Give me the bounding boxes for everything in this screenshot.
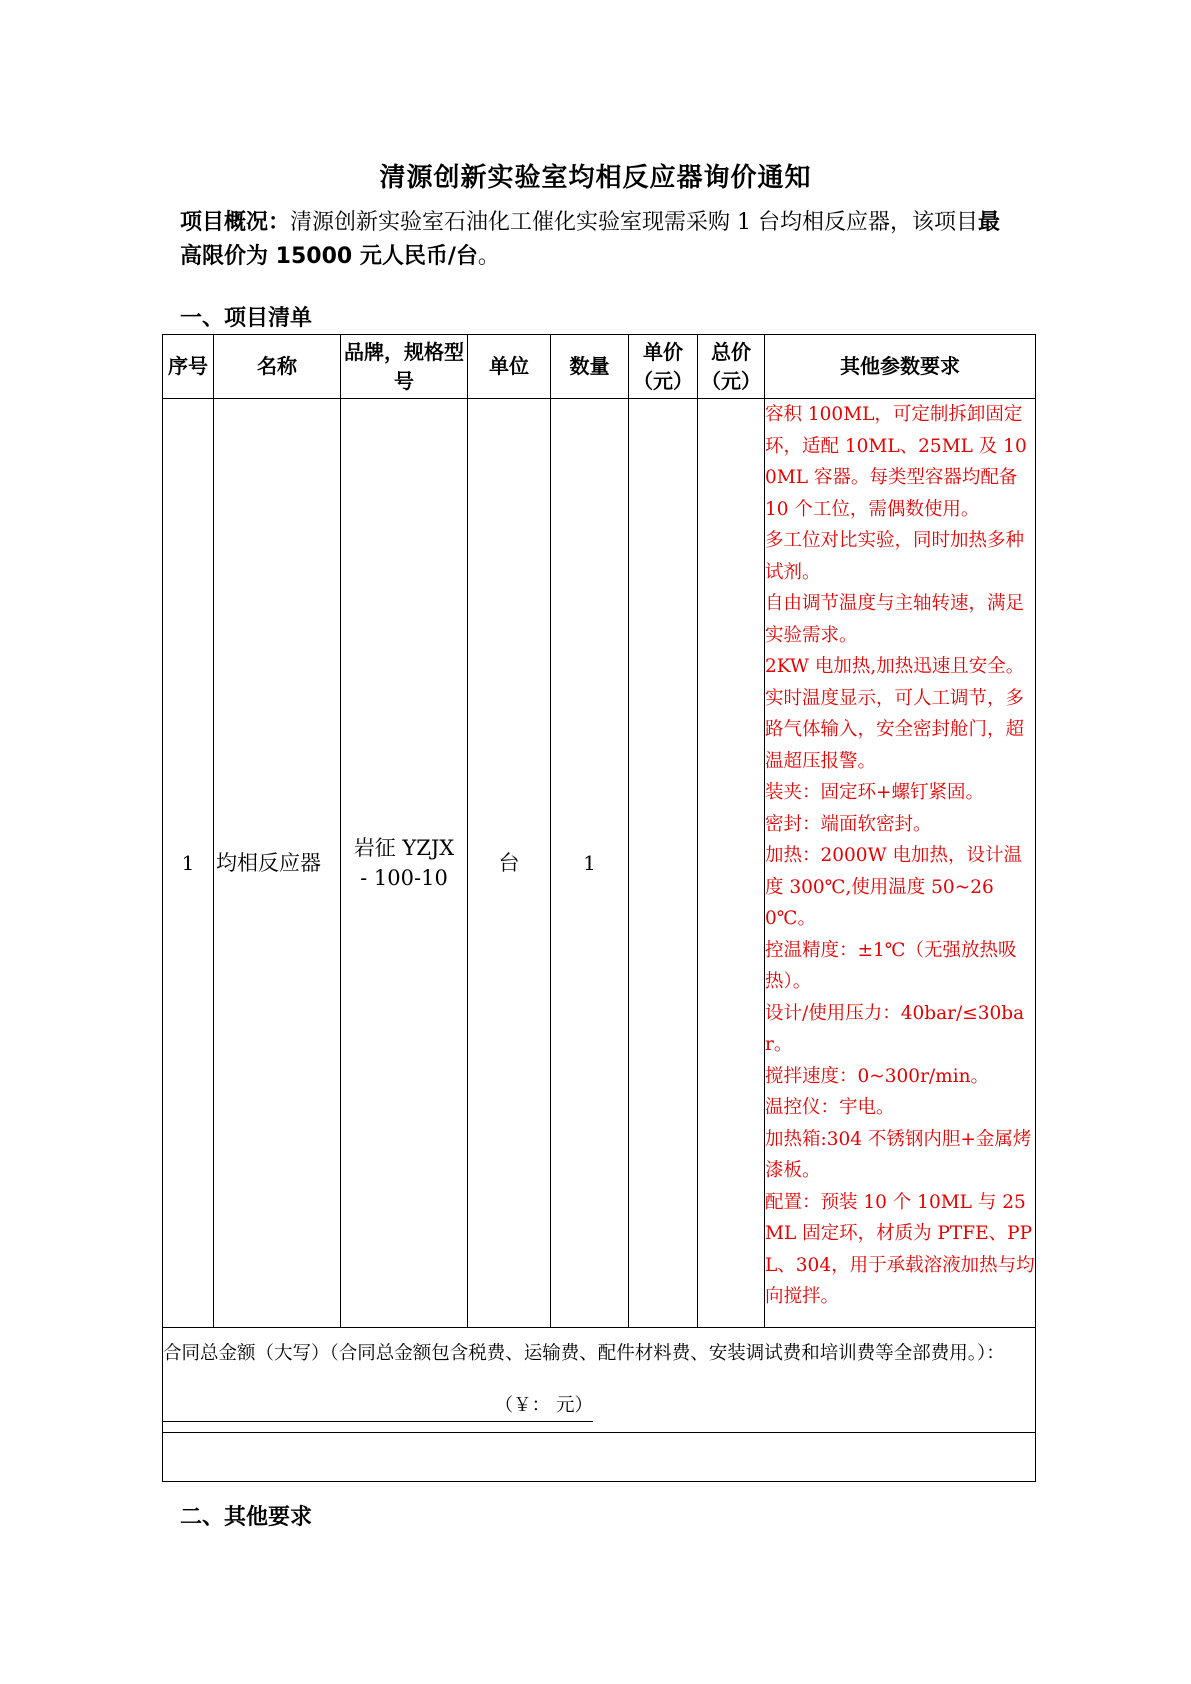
param-item: 2KW 电加热,加热迅速且安全。 — [765, 656, 1025, 677]
empty-cell — [163, 1433, 1036, 1482]
cell-brand-model: 岩征 YZJX - 100-10 — [341, 399, 468, 1328]
cell-unit: 台 — [468, 399, 551, 1328]
param-item: 多工位对比实验，同时加热多种试剂。 — [765, 530, 1025, 583]
param-item: 加热：2000W 电加热，设计温度 300℃,使用温度 50~260℃。 — [765, 845, 1022, 929]
param-item: 密封：端面软密封。 — [765, 813, 932, 835]
empty-row — [163, 1433, 1036, 1482]
cell-other-params — [765, 399, 1036, 1328]
param-item: 搅拌速度：0~300r/min。 — [765, 1065, 990, 1087]
param-item: 配置：预装 10 个 10ML 与 25ML 固定环，材质为 PTFE、PPL、304，用于承载溶液加热与均向搅拌。 — [765, 1191, 1035, 1307]
param-item: 自由调节温度与主轴转速，满足实验需求。 — [765, 593, 1025, 646]
header-quantity: 数量 — [551, 335, 629, 399]
cell-quantity: 1 — [551, 399, 629, 1328]
section-heading-other-requirements: 二、其他要求 — [180, 1505, 313, 1530]
param-item: 装夹：固定环+螺钉紧固。 — [765, 782, 985, 803]
total-amount-row — [163, 1328, 1036, 1433]
section-heading-item-list: 一、项目清单 — [180, 306, 313, 331]
table-header-row — [163, 335, 1036, 399]
document-title: 清源创新实验室均相反应器询价通知 — [379, 163, 812, 193]
header-unit: 单位 — [468, 335, 551, 399]
overview-price-limit: 最高限价为 15000 元人民币/台 — [180, 210, 1001, 269]
header-index: 序号 — [163, 335, 214, 399]
item-list-table — [162, 334, 1036, 1482]
table-row — [163, 399, 1036, 1328]
overview-label: 项目概况： — [180, 210, 291, 235]
header-total-price: 总价（元） — [698, 335, 765, 399]
overview-text: 清源创新实验室石油化工催化实验室现需采购 1 台均相反应器，该项目 — [290, 210, 979, 235]
overview-end: 。 — [477, 244, 500, 269]
header-other-params: 其他参数要求 — [765, 335, 1036, 399]
cell-unit-price[interactable] — [629, 399, 698, 1328]
header-unit-price: 单价（元） — [629, 335, 698, 399]
project-overview — [180, 206, 1020, 274]
total-amount-label: 合同总金额（大写）（合同总金额包含税费、运输费、配件材料费、安装调试费和培训费等全部费用。）： — [163, 1343, 1005, 1364]
cell-name: 均相反应器 — [214, 399, 341, 1328]
param-item: 实时温度显示，可人工调节，多路气体输入，安全密封舱门，超温超压报警。 — [765, 687, 1025, 772]
param-item: 温控仪：宇电。 — [765, 1097, 895, 1118]
param-item: 容积 100ML，可定制拆卸固定环，适配 10ML、25ML 及 100ML 容器。每类型容器均配备 10 个工位，需偶数使用。 — [765, 404, 1027, 520]
total-amount-field[interactable]: （￥： 元） — [163, 1391, 593, 1422]
header-brand-model: 品牌，规格型号 — [341, 335, 468, 399]
param-item: 控温精度：±1℃（无强放热吸热）。 — [765, 939, 1017, 992]
total-amount-cell — [163, 1328, 1036, 1433]
cell-total-price[interactable] — [698, 399, 765, 1328]
cell-index: 1 — [163, 399, 214, 1328]
param-item: 加热箱:304 不锈钢内胆+金属烤漆板。 — [765, 1128, 1032, 1181]
header-name: 名称 — [214, 335, 341, 399]
param-item: 设计/使用压力：40bar/≤30bar。 — [765, 1002, 1025, 1055]
